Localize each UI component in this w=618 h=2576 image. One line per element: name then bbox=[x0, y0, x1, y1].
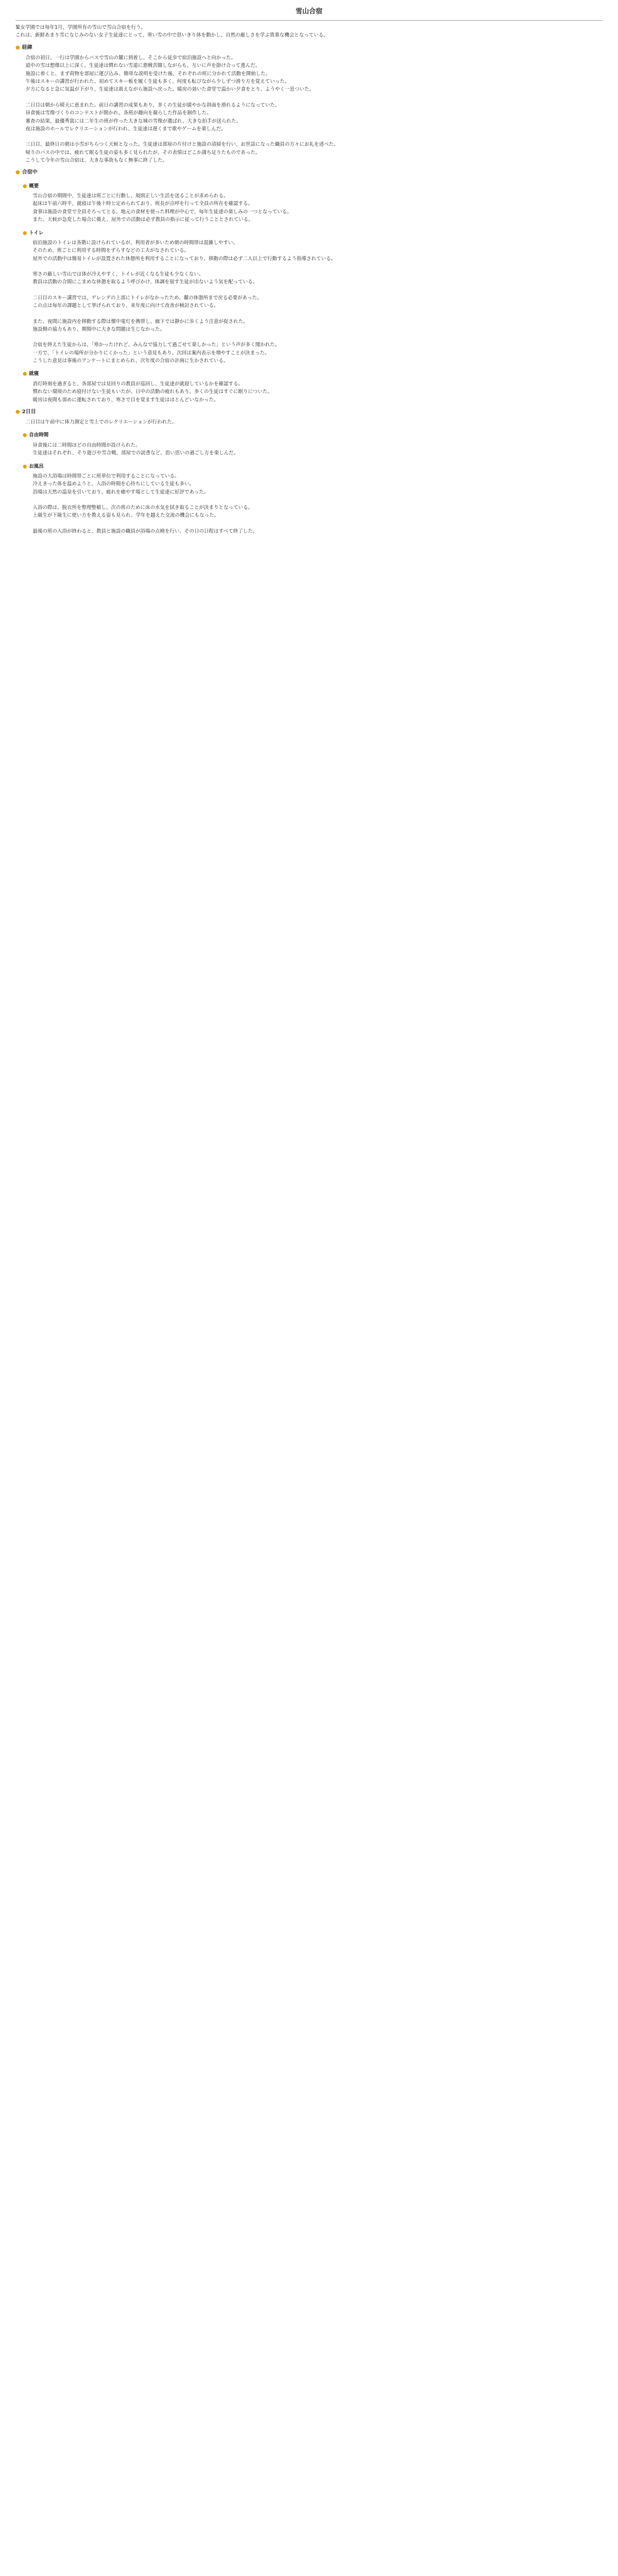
bullet-icon: ● bbox=[23, 463, 27, 469]
paragraph: 施設側の協力もあり、期間中に大きな問題は生じなかった。 bbox=[32, 326, 165, 332]
paragraph: 合宿の初日、一行は学園からバスで雪山の麓に到着し、そこから徒歩で宿泊施設へと向かった。 bbox=[25, 55, 236, 61]
section-heading bbox=[15, 408, 603, 416]
sections bbox=[15, 44, 603, 535]
bullet-icon: ● bbox=[23, 432, 27, 438]
bullet-icon: ● bbox=[23, 371, 27, 377]
paragraph: 施設に着くと、まず荷物を部屋に運び込み、簡単な説明を受けた後、それぞれの班に分かれて活動を開始した。 bbox=[25, 71, 271, 77]
subsection-heading bbox=[23, 431, 603, 439]
section-body bbox=[15, 418, 603, 426]
paragraph: 三日目、最終日の朝は小雪がちらつく天候となった。生徒達は部屋の片付けと施設の清掃を行い、お世話になった職員の方々にお礼を述べた。 bbox=[25, 142, 339, 148]
subsection-heading bbox=[23, 463, 603, 470]
paragraph: この点は毎年の課題として挙げられており、来年度に向けて改善が検討されている。 bbox=[32, 303, 219, 309]
subsection-heading bbox=[23, 229, 603, 237]
paragraph: 施設の大浴場は時間帯ごとに班単位で利用することになっている。 bbox=[32, 473, 180, 479]
subsection-body bbox=[15, 472, 603, 535]
paragraph: 二日目は午前中に体力測定と雪上でのレクリエーションが行われた。 bbox=[25, 419, 177, 426]
page-title: 雪山合宿 bbox=[295, 8, 322, 15]
bullet-icon: ● bbox=[23, 230, 27, 236]
section-heading bbox=[15, 44, 603, 52]
paragraph: 浴場は天然の温泉を引いており、疲れを癒やす場として生徒達に好評であった。 bbox=[32, 489, 209, 495]
title-block bbox=[15, 5, 603, 21]
paragraph: 夜は施設のホールでレクリエーションが行われ、生徒達は遅くまで歌やゲームを楽しんだ。 bbox=[25, 126, 226, 132]
paragraph: 昼食後は雪像づくりのコンテストが開かれ、各班が趣向を凝らした作品を制作した。 bbox=[25, 110, 212, 116]
document bbox=[0, 0, 618, 535]
paragraph-spacer bbox=[28, 496, 603, 504]
paragraph: 生徒達はそれぞれ、そり遊びや雪合戦、部屋での読書など、思い思いの過ごし方を楽しんだ。 bbox=[32, 450, 239, 456]
subsection-body bbox=[15, 239, 603, 365]
paragraph: 二日目は朝から晴天に恵まれた。前日の講習の成果もあり、多くの生徒が緩やかな斜面を滑れるようになっていた。 bbox=[25, 102, 280, 108]
paragraph: 夕方になると急に気温が下がり、生徒達は震えながら施設へ戻った。暖房の効いた食堂で温かい夕食をとり、ようやく一息ついた。 bbox=[25, 87, 315, 93]
subsection-heading-text: 自由時間 bbox=[29, 432, 49, 438]
intro-line: 緊女学園では毎年1月、学園所有の雪山で雪山合宿を行う。 bbox=[15, 25, 146, 31]
paragraph: 寒さの厳しい雪山では体が冷えやすく、トイレが近くなる生徒も少なくない。 bbox=[32, 272, 204, 278]
subsection-heading-text: 概要 bbox=[29, 183, 39, 189]
paragraph-spacer bbox=[28, 520, 603, 528]
paragraph: 午後はスキーの講習が行われた。初めてスキー板を履く生徒も多く、何度も転びながら少しずつ滑り方を覚えていった。 bbox=[25, 79, 290, 85]
bullet-icon: ● bbox=[23, 183, 27, 189]
subsection-body bbox=[15, 192, 603, 224]
paragraph: 起床は午前六時半、就寝は午後十時と定められており、班長が点呼を行って全員の所在を確認する。 bbox=[32, 201, 253, 207]
paragraph: 食事は施設の食堂で全員そろってとる。地元の食材を使った料理が中心で、毎年生徒達の楽しみの一つとなっている。 bbox=[32, 209, 292, 215]
paragraph: こうして今年の雪山合宿は、大きな事故もなく無事に終了した。 bbox=[25, 158, 168, 164]
subsection-heading bbox=[23, 370, 603, 378]
section-heading-text: 合宿中 bbox=[22, 170, 38, 176]
paragraph-spacer bbox=[28, 310, 603, 318]
paragraph: 上級生が下級生に使い方を教える姿も見られ、学年を越えた交流の機会にもなった。 bbox=[32, 513, 219, 519]
paragraph: 宿泊施設のトイレは各階に設けられているが、利用者が多いため朝の時間帯は混雑しやすい。 bbox=[32, 240, 238, 246]
paragraph: 教員は活動の合間にこまめな休憩を取るよう呼びかけ、体調を崩す生徒が出ないよう気を配っている。 bbox=[32, 279, 258, 285]
intro bbox=[15, 24, 603, 40]
paragraph: 帰りのバスの中では、疲れて眠る生徒の姿も多く見られたが、その表情はどこか満ち足りたものであった。 bbox=[25, 149, 261, 156]
paragraph: そのため、班ごとに利用する時間をずらすなどの工夫がなされている。 bbox=[32, 248, 190, 254]
paragraph: 暖房は夜間も弱めに運転されており、寒さで目を覚ます生徒はほとんどいなかった。 bbox=[32, 397, 219, 403]
paragraph: また、夜間に施設内を移動する際は懐中電灯を携帯し、廊下では静かに歩くよう注意が促された。 bbox=[32, 318, 248, 325]
subsection-heading-text: 就寝 bbox=[29, 371, 39, 377]
paragraph: こうした意見は事後のアンケートにまとめられ、次年度の合宿の計画に生かされている。 bbox=[32, 358, 229, 364]
paragraph: 道中の雪は想像以上に深く、生徒達は慣れない雪道に悪戦苦闘しながらも、互いに声を掛け合って進んだ。 bbox=[25, 63, 261, 69]
paragraph-spacer bbox=[28, 286, 603, 294]
intro-line: これは、新鮮あまり雪になじみのない女子生徒達にとって、寒い雪の中で思いきり体を動かし、自然の厳しさを学ぶ貴重な機会となっている。 bbox=[15, 32, 329, 39]
bullet-icon: ● bbox=[15, 170, 20, 176]
paragraph: 消灯時刻を過ぎると、各部屋では見回りの教員が巡回し、生徒達が就寝しているかを確認する。 bbox=[32, 381, 244, 387]
paragraph: 二日目のスキー講習では、ゲレンデの上部にトイレがなかったため、麓の休憩所まで戻る必要があった。 bbox=[32, 295, 262, 301]
paragraph: 慣れない環境のため寝付けない生徒もいたが、日中の活動の疲れもあり、多くの生徒はすぐに眠りについた。 bbox=[32, 389, 272, 395]
section-heading-text: 2日目 bbox=[22, 409, 36, 415]
paragraph: 冷えきった体を温めようと、入浴の時間を心待ちにしている生徒も多い。 bbox=[32, 481, 195, 487]
paragraph: 昼食後には二時間ほどの自由時間が設けられた。 bbox=[32, 442, 141, 448]
bullet-icon: ● bbox=[15, 409, 20, 415]
subsection-heading-text: トイレ bbox=[29, 230, 44, 236]
paragraph: 最後の班の入浴が終わると、教員と施設の職員が浴場の点検を行い、その日の日程はすべて終了した。 bbox=[32, 528, 258, 534]
paragraph: 雪山合宿の期間中、生徒達は班ごとに行動し、規則正しい生活を送ることが求められる。 bbox=[32, 193, 229, 199]
section-heading-text: 経緯 bbox=[22, 44, 32, 50]
paragraph: 一方で、「トイレの場所が分かりにくかった」という意見もあり、次回は案内表示を増やすことが決まった。 bbox=[32, 350, 270, 356]
subsection-heading-text: お風呂 bbox=[29, 463, 44, 469]
paragraph: 屋外での活動中は簡易トイレが設置された休憩所を利用することになっており、移動の際は必ず二人以上で行動するよう指導されている。 bbox=[32, 256, 336, 262]
bullet-icon: ● bbox=[15, 44, 20, 50]
paragraph: 合宿を終えた生徒からは、「寒かったけれど、みんなで協力して過ごせて楽しかった」という声が多く聞かれた。 bbox=[32, 342, 280, 348]
subsection-heading bbox=[23, 182, 603, 190]
subsection-body bbox=[15, 380, 603, 404]
subsection-body bbox=[15, 442, 603, 457]
paragraph: 入浴の際は、脱衣所を整理整頓し、次の班のために床の水気を拭き取ることが決まりとなっている。 bbox=[32, 505, 253, 511]
paragraph: 審査の結果、最優秀賞には二年生の班が作った大きな城の雪像が選ばれ、大きな拍手が送られた。 bbox=[25, 118, 242, 124]
paragraph-spacer bbox=[21, 94, 603, 101]
section-body bbox=[15, 54, 603, 165]
paragraph-spacer bbox=[28, 333, 603, 341]
paragraph-spacer bbox=[21, 133, 603, 141]
paragraph: また、天候が急変した場合に備え、屋外での活動は必ず教員の指示に従って行うこととされている。 bbox=[32, 217, 253, 223]
paragraph-spacer bbox=[28, 263, 603, 270]
section-heading bbox=[15, 168, 603, 177]
